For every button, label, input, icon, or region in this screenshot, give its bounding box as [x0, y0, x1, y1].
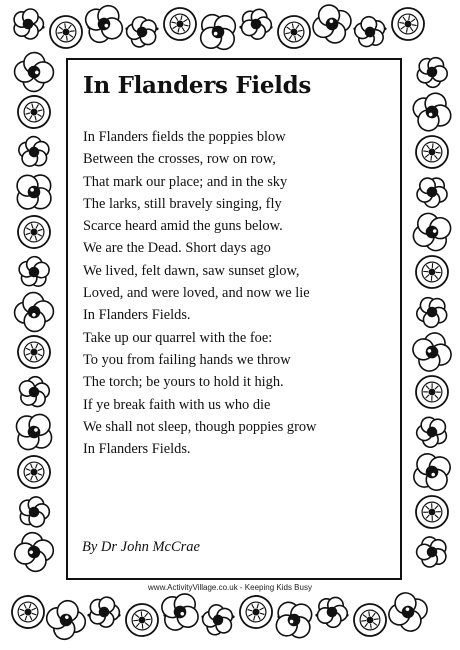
poppy-flower-icon	[10, 288, 57, 335]
poppy-flower-icon	[15, 413, 52, 450]
author-credit: By Dr John McCrae	[82, 539, 200, 555]
poppy-flower-icon	[389, 5, 426, 42]
poppy-flower-icon	[275, 601, 313, 639]
poem-line: Scarce heard amid the guns below.	[83, 218, 283, 235]
poppy-flower-icon	[13, 451, 55, 493]
poppy-flower-icon	[14, 252, 55, 293]
poppy-flower-icon	[412, 412, 452, 453]
poppy-flower-icon	[235, 3, 277, 45]
footer-text: www.ActivityVillage.co.uk - Keeping Kids Busy	[148, 583, 312, 592]
poppy-flower-icon	[13, 331, 56, 374]
poem-panel	[66, 58, 402, 580]
poem-line: Loved, and were loved, and now we lie	[83, 285, 310, 302]
poem-line: In Flanders Fields.	[83, 307, 191, 324]
poppy-flower-icon	[311, 591, 353, 633]
poppy-flower-icon	[234, 590, 278, 634]
poppy-flower-icon	[275, 13, 313, 51]
poem-line: If ye break faith with us who die	[83, 396, 271, 413]
poem-line: The torch; be yours to hold it high.	[83, 374, 284, 391]
page-title: In Flanders Fields	[83, 72, 312, 99]
poem-line: We are the Dead. Short days ago	[83, 240, 271, 257]
poppy-flower-icon	[416, 57, 449, 89]
poppy-flower-icon	[83, 3, 125, 45]
poppy-flower-icon	[89, 596, 120, 627]
poppy-flower-icon	[17, 175, 51, 209]
poppy-flower-icon	[12, 90, 56, 134]
poppy-flower-icon	[310, 2, 355, 47]
poppy-flower-icon	[413, 533, 451, 570]
poem-line: To you from failing hands we throw	[83, 351, 291, 368]
poppy-flower-icon	[43, 597, 90, 644]
poppy-flower-icon	[412, 452, 453, 493]
poppy-flower-icon	[10, 48, 57, 95]
poem-line: That mark our place; and in the sky	[83, 173, 288, 190]
poem-line: The larks, still bravely singing, fly	[83, 195, 282, 212]
poppy-flower-icon	[8, 592, 49, 633]
poppy-flower-icon	[352, 602, 388, 638]
poppy-flower-icon	[14, 212, 54, 252]
poem-line: Between the crosses, row on row,	[83, 151, 276, 168]
footer-credit	[0, 583, 460, 592]
poppy-flower-icon	[13, 492, 55, 534]
poppy-flower-icon	[15, 134, 51, 171]
poppy-flower-icon	[410, 90, 454, 134]
poppy-flower-icon	[17, 374, 51, 408]
poem-line: Take up our quarrel with the foe:	[83, 329, 273, 346]
poem-line: We lived, felt dawn, saw sunset glow,	[83, 262, 300, 279]
poppy-flower-icon	[410, 130, 455, 175]
poem-line: In Flanders Fields.	[83, 441, 191, 458]
poppy-flower-icon	[160, 592, 200, 632]
poppy-flower-icon	[158, 2, 202, 46]
poem-line: We shall not sleep, though poppies grow	[83, 418, 317, 435]
poppy-flower-icon	[415, 255, 449, 289]
poppy-flower-icon	[44, 10, 89, 55]
poppy-flower-icon	[385, 589, 431, 635]
poppy-flower-icon	[409, 369, 454, 414]
poppy-flower-icon	[412, 171, 453, 212]
poppy-flower-icon	[122, 14, 161, 52]
poppy-flower-icon	[198, 601, 237, 640]
poppy-flower-icon	[11, 529, 58, 576]
poppy-flower-icon	[351, 12, 391, 52]
poppy-flower-icon	[119, 597, 164, 642]
poem-line: In Flanders fields the poppies blow	[83, 129, 286, 145]
poppy-flower-icon	[200, 14, 236, 50]
poppy-flower-icon	[410, 210, 453, 253]
poppy-flower-icon	[14, 9, 43, 39]
poppy-flower-icon	[415, 495, 448, 528]
poppy-flower-icon	[409, 329, 454, 374]
poppy-flower-icon	[414, 294, 449, 329]
poem-text	[83, 126, 316, 460]
